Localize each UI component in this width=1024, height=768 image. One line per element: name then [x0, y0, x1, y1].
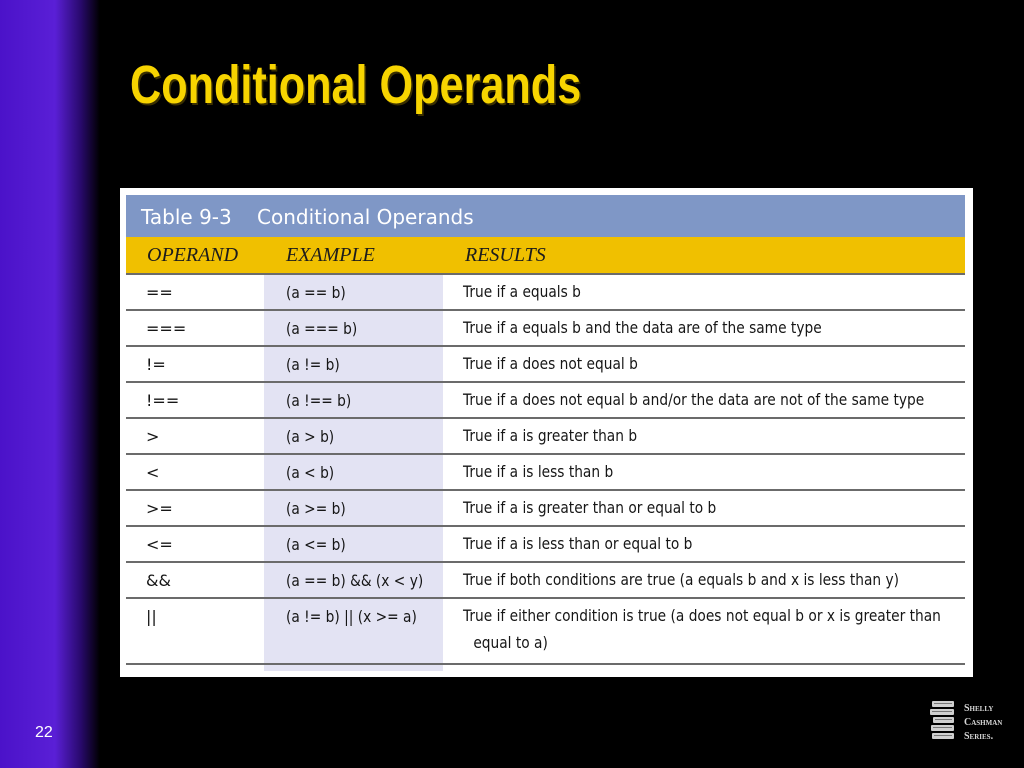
operand-cell: >: [146, 427, 160, 446]
result-text: True if a does not equal b: [463, 354, 638, 373]
result-text: True if a equals b: [463, 282, 581, 301]
operand-cell: &&: [146, 571, 171, 590]
example-cell: (a > b): [286, 427, 335, 446]
result-text: True if a is greater than b: [463, 426, 638, 445]
row-divider: [126, 417, 965, 419]
operand-cell: <=: [146, 535, 173, 554]
example-cell: (a === b): [286, 319, 358, 338]
operand-cell: !==: [146, 391, 180, 410]
row-divider: [126, 489, 965, 491]
operands-table: [120, 188, 973, 677]
logo-text: [964, 702, 1002, 744]
header-operand: OPERAND: [147, 244, 239, 266]
operand-cell: >=: [146, 499, 173, 518]
table-caption-title: Conditional Operands: [257, 205, 474, 229]
row-divider: [126, 525, 965, 527]
result-text: True if either condition is true (a does not equal b or x is greater than: [463, 606, 941, 625]
result-text: True if a equals b and the data are of the same type: [463, 318, 822, 337]
publisher-logo: [930, 700, 1010, 746]
logo-line-3: Series.: [964, 731, 994, 742]
result-cell: [463, 494, 953, 521]
slide-title: Conditional Operands: [130, 55, 582, 115]
row-divider: [126, 273, 965, 275]
example-cell: (a != b): [286, 355, 340, 374]
operand-cell: ||: [146, 607, 157, 626]
row-divider: [126, 309, 965, 311]
result-text: True if a is less than or equal to b: [463, 534, 693, 553]
row-divider: [126, 345, 965, 347]
example-cell: (a == b): [286, 283, 346, 302]
logo-line-1: Shelly: [964, 703, 994, 714]
header-results: RESULTS: [465, 244, 546, 266]
operand-cell: ===: [146, 319, 187, 338]
result-cell: [463, 602, 953, 656]
example-cell: (a < b): [286, 463, 335, 482]
example-cell: (a >= b): [286, 499, 346, 518]
example-cell: (a != b) || (x >= a): [286, 607, 417, 626]
result-cell: [463, 350, 953, 377]
result-cell: [463, 458, 953, 485]
header-example: EXAMPLE: [286, 244, 375, 266]
example-cell: (a == b) && (x < y): [286, 571, 424, 590]
result-cell: [463, 278, 953, 305]
operand-cell: !=: [146, 355, 166, 374]
result-cell: [463, 422, 953, 449]
operand-cell: ==: [146, 283, 173, 302]
books-icon: [930, 700, 956, 744]
operand-cell: <: [146, 463, 160, 482]
result-text: True if a does not equal b and/or the data are not of the same type: [463, 390, 925, 409]
row-divider: [126, 453, 965, 455]
logo-line-2: Cashman: [964, 717, 1003, 728]
result-cell: [463, 386, 953, 413]
result-text: True if a is greater than or equal to b: [463, 498, 717, 517]
row-divider: [126, 663, 965, 665]
row-divider: [126, 381, 965, 383]
table-caption-number: Table 9-3: [141, 205, 232, 229]
example-cell: (a !== b): [286, 391, 352, 410]
result-cell: [463, 530, 953, 557]
slide-number: 22: [35, 724, 53, 741]
result-text: True if a is less than b: [463, 462, 614, 481]
sidebar-gradient: [0, 0, 100, 768]
row-divider: [126, 597, 965, 599]
table-caption-bar: [126, 195, 965, 237]
example-cell: (a <= b): [286, 535, 346, 554]
result-cell: [463, 566, 953, 593]
result-text: True if both conditions are true (a equals b and x is less than y): [463, 570, 899, 589]
result-cell: [463, 314, 953, 341]
result-text-continued: equal to a): [473, 633, 548, 652]
row-divider: [126, 561, 965, 563]
